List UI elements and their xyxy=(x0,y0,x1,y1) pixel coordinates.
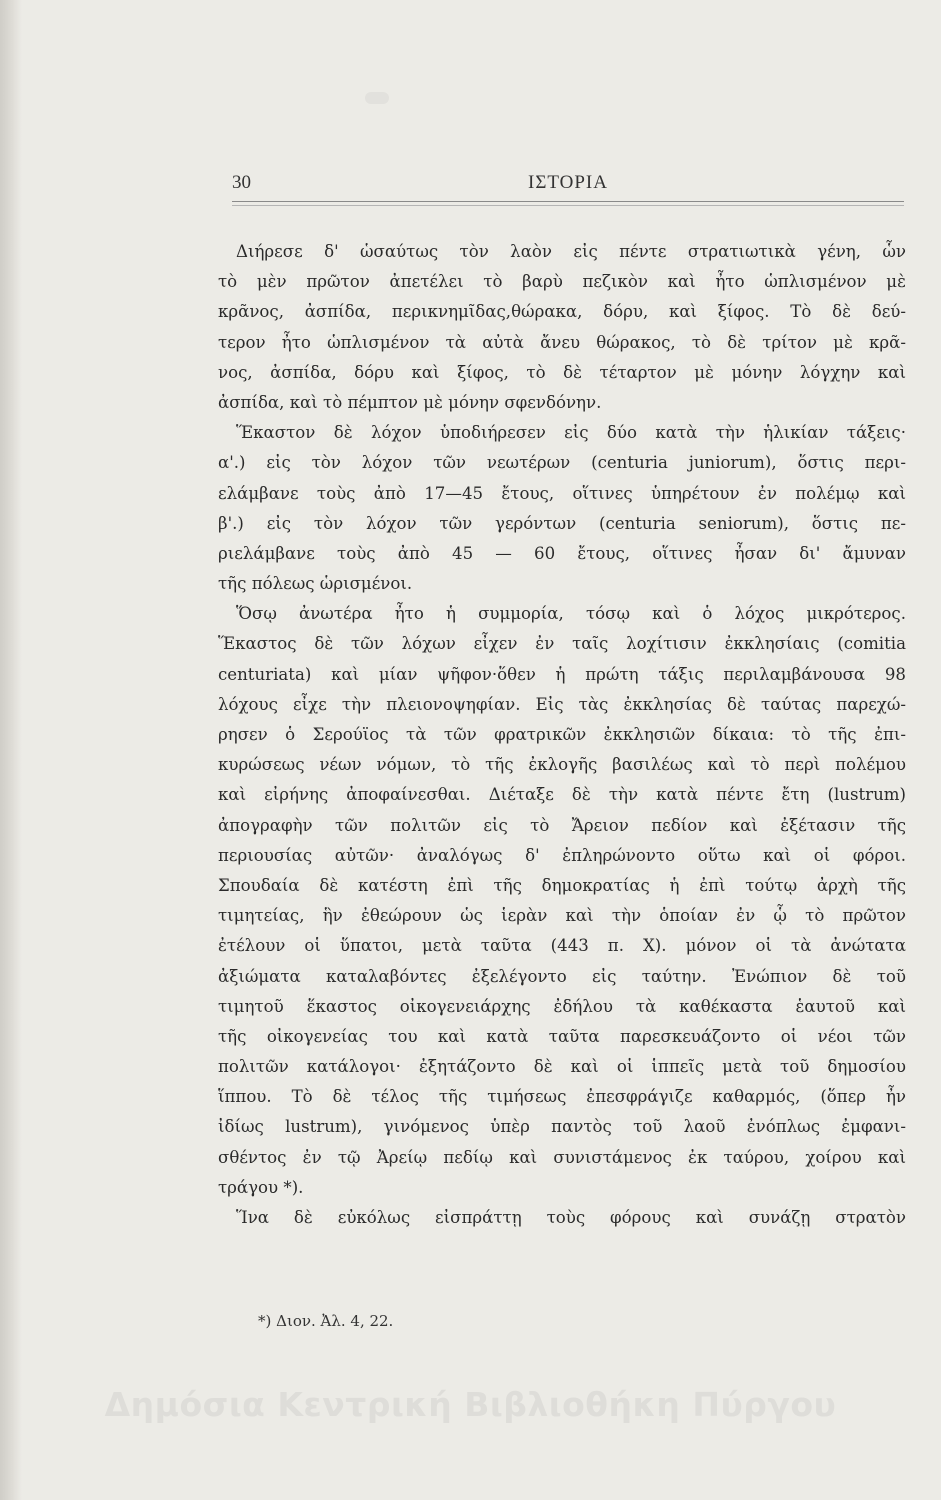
text-line: ελάμβανε τοὺς ἀπὸ 17—45 ἔτους, οἵτινες ὑπηρέτουν ἐν πολέμῳ καὶ xyxy=(218,483,906,503)
text-line: ριελάμβανε τοὺς ἀπὸ 45 — 60 ἔτους, οἵτινες ἦσαν δι' ἄμυναν xyxy=(218,543,906,563)
text-line: τιμητείας, ἣν ἐθεώρουν ὡς ἱερὰν καὶ τὴν ὁποίαν ἐν ᾧ τὸ πρῶτον xyxy=(218,906,906,926)
text-line: ἐτέλουν οἱ ὕπατοι, μετὰ ταῦτα (443 π. Χ). μόνον οἱ τὰ ἀνώτατα xyxy=(218,936,906,956)
text-line: α'.) εἰς τὸν λόχον τῶν νεωτέρων (centuria juniorum), ὅστις περι- xyxy=(218,453,906,473)
text-line: κυρώσεως νέων νόμων, τὸ τῆς ἐκλογῆς βασιλέως καὶ τὸ περὶ πολέμου xyxy=(218,755,906,775)
text-line: καὶ εἰρήνης ἀποφαίνεσθαι. Διέταξε δὲ τὴν κατὰ πέντε ἔτη (lustrum) xyxy=(218,785,906,805)
header-rule xyxy=(232,201,904,206)
page-number: 30 xyxy=(232,172,251,193)
text-line: ἵππου. Τὸ δὲ τέλος τῆς τιμήσεως ἐπεσφράγιζε καθαρμός, (ὅπερ ἦν xyxy=(218,1087,906,1107)
binding-edge xyxy=(0,0,22,1500)
text-line: τράγου *). xyxy=(218,1177,304,1197)
text-line: τῆς πόλεως ὡρισμένοι. xyxy=(218,574,413,594)
text-line: τιμητοῦ ἕκαστος οἰκογενειάρχης ἐδήλου τὰ καθέκαστα ἑαυτοῦ καὶ xyxy=(218,996,906,1016)
running-title: ΙΣΤΟΡΙΑ xyxy=(528,172,608,193)
text-line: λόχους εἶχε τὴν πλειονοψηφίαν. Εἰς τὰς ἐκκλησίας δὲ ταύτας παρεχώ- xyxy=(218,694,906,714)
body-text xyxy=(218,237,906,1233)
text-line: ἰδίως lustrum), γινόμενος ὑπὲρ παντὸς τοῦ λαοῦ ἐνόπλως ἐμφανι- xyxy=(218,1117,906,1137)
text-line: νος, ἀσπίδα, δόρυ καὶ ξίφος, τὸ δὲ τέταρτον μὲ μόνην λόγχην καὶ xyxy=(218,362,906,382)
ink-smudge xyxy=(365,92,389,104)
text-line: ἀσπίδα, καὶ τὸ πέμπτον μὲ μόνην σφενδόνην. xyxy=(218,392,602,412)
text-line: Ἕκαστον δὲ λόχον ὑποδιήρεσεν εἰς δύο κατὰ τὴν ἡλικίαν τάξεις· xyxy=(236,423,906,443)
text-line: Ἕκαστος δὲ τῶν λόχων εἶχεν ἐν ταῖς λοχίτισιν ἐκκλησίαις (comitia xyxy=(218,634,906,654)
text-line: περιουσίας αὐτῶν· ἀναλόγως δ' ἐπληρώνοντο οὕτω καὶ οἱ φόροι. xyxy=(218,845,906,865)
text-line: Σπουδαία δὲ κατέστη ἐπὶ τῆς δημοκρατίας ἡ ἐπὶ τούτῳ ἀρχὴ τῆς xyxy=(218,875,906,895)
page-header xyxy=(232,172,904,196)
text-line: ἀξιώματα καταλαβόντες ἐξελέγοντο εἰς ταύτην. Ἐνώπιον δὲ τοῦ xyxy=(218,966,906,986)
text-line: σθέντος ἐν τῷ Ἀρείῳ πεδίῳ καὶ συνιστάμενος ἐκ ταύρου, χοίρου καὶ xyxy=(218,1147,906,1167)
library-watermark: Δημόσια Κεντρική Βιβλιοθήκη Πύργου xyxy=(104,1385,837,1424)
text-line: τερον ἦτο ὡπλισμένον τὰ αὐτὰ ἄνευ θώρακος, τὸ δὲ τρίτον μὲ κρᾶ- xyxy=(218,332,906,352)
text-line: ρησεν ὁ Σερούϊος τὰ τῶν φρατρικῶν ἐκκλησιῶν δίκαια: τὸ τῆς ἐπι- xyxy=(218,725,906,744)
text-line: Ἵνα δὲ εὐκόλως εἰσπράττῃ τοὺς φόρους καὶ συνάζῃ στρατὸν xyxy=(236,1208,906,1227)
footnote: *) Διον. Ἀλ. 4, 22. xyxy=(258,1312,394,1330)
text-line: Ὅσῳ ἀνωτέρα ἦτο ἡ συμμορία, τόσῳ καὶ ὁ λόχος μικρότερος. xyxy=(236,604,906,624)
text-line: ἀπογραφὴν τῶν πολιτῶν εἰς τὸ Ἄρειον πεδίον καὶ ἐξέτασιν τῆς xyxy=(218,815,906,835)
text-line: centuriata) καὶ μίαν ψῆφον·ὅθεν ἡ πρώτη τάξις περιλαμβάνουσα 98 xyxy=(218,664,906,684)
text-line: τὸ μὲν πρῶτον ἀπετέλει τὸ βαρὺ πεζικὸν καὶ ἦτο ὡπλισμένον μὲ xyxy=(218,272,906,292)
text-line: κρᾶνος, ἀσπίδα, περικνημῖδας,θώρακα, δόρυ, καὶ ξίφος. Τὸ δὲ δεύ- xyxy=(218,302,906,322)
text-line: πολιτῶν κατάλογοι· ἐξητάζοντο δὲ καὶ οἱ ἱππεῖς μετὰ τοῦ δημοσίου xyxy=(218,1057,906,1077)
text-line: τῆς οἰκογενείας του καὶ κατὰ ταῦτα παρεσκευάζοντο οἱ νέοι τῶν xyxy=(218,1026,906,1046)
text-line: Διήρεσε δ' ὡσαύτως τὸν λαὸν εἰς πέντε στρατιωτικὰ γένη, ὧν xyxy=(236,242,906,261)
text-line: β'.) εἰς τὸν λόχον τῶν γερόντων (centuria seniorum), ὅστις πε- xyxy=(218,513,906,533)
